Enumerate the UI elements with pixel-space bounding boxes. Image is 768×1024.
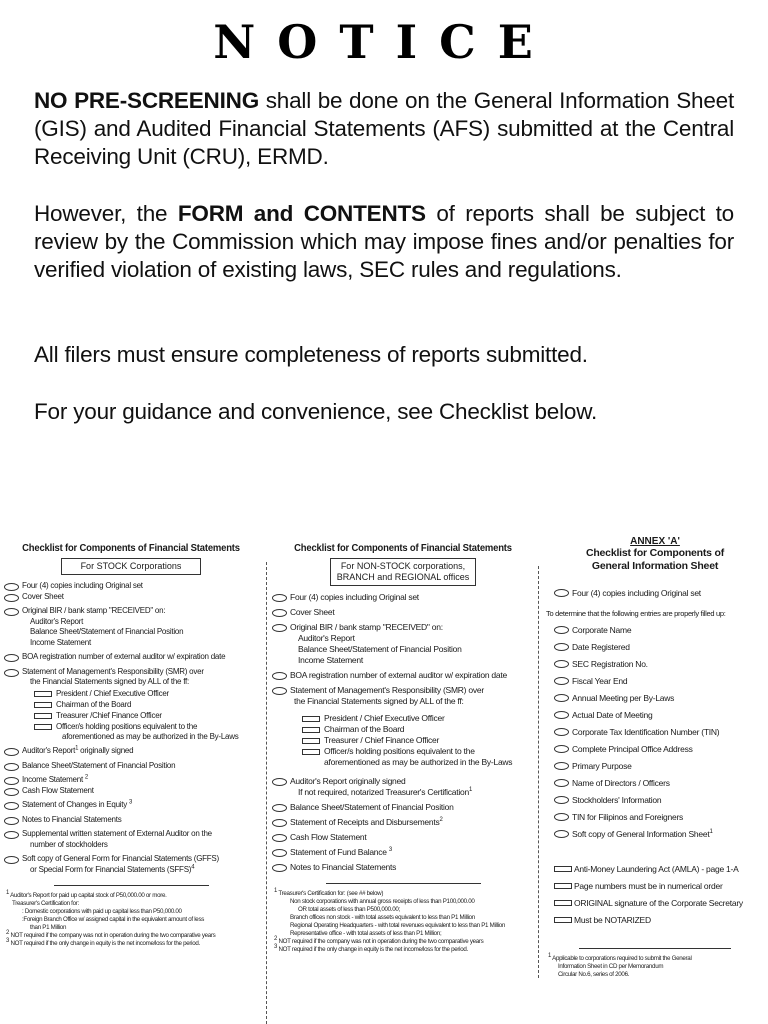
signatory-item[interactable] [268, 746, 538, 757]
checkbox-oval-icon[interactable] [4, 831, 19, 839]
gis-requirements-list [542, 863, 768, 926]
footnote-divider [579, 948, 731, 949]
item-label: Statement of Fund Balance [290, 847, 387, 857]
checkbox-rect-icon[interactable] [34, 713, 52, 719]
item-label: Balance Sheet/Statement of Financial Position [290, 802, 454, 812]
item-label: BOA registration number of external auditor w/ expiration date [290, 670, 507, 680]
checklist-item[interactable] [542, 777, 768, 789]
footnote-text: Auditor's Report for paid up capital stock of P50,000.00 or more. [10, 892, 167, 899]
checklist-item[interactable] [542, 726, 768, 738]
checkbox-oval-icon[interactable] [4, 594, 19, 602]
checkbox-rect-icon[interactable] [34, 691, 52, 697]
footnote: Regional Operating Headquarters - with total revenues equivalent to less than P1 Million [290, 922, 506, 929]
sub-item: Balance Sheet/Statement of Financial Position [298, 644, 462, 654]
p1-text: shall be done on the General Information Sheet (GIS) and Audited Financial Statements (AFS) submitted at the Central Receiving Unit (CRU), ERMD. [34, 88, 735, 169]
item-label: Statement of Management's Responsibility (SMR) over [290, 685, 484, 695]
notice-paragraph-2 [34, 200, 734, 284]
item-label: Treasurer / Chief Finance Officer [324, 735, 440, 745]
checklist-item[interactable] [268, 847, 538, 858]
sub-item [0, 865, 262, 876]
checklist-item[interactable] [268, 607, 538, 618]
checkbox-oval-icon[interactable] [554, 813, 569, 821]
checklist-item[interactable] [268, 817, 538, 828]
footnote: OR total assets of less than P500,000.00; [298, 906, 400, 913]
footnote: Non stock corporations with annual gross receipts of less than P100,000.00 [290, 898, 475, 905]
checkbox-oval-icon[interactable] [554, 660, 569, 668]
checkbox-oval-icon[interactable] [554, 728, 569, 736]
checklist-item[interactable] [268, 862, 538, 873]
item-label: Four (4) copies including Original set [572, 588, 701, 598]
stock-checklist [0, 536, 262, 948]
sub-item: the Financial Statements signed by ALL of the ff: [294, 696, 464, 706]
notice-paragraph-1 [34, 87, 734, 171]
footnote: :Foreign Branch Office w/ assigned capital in the equivalent amount of less [22, 916, 205, 923]
checkbox-rect-icon[interactable] [34, 702, 52, 708]
checkbox-oval-icon[interactable] [4, 802, 19, 810]
item-label: Cash Flow Statement [22, 785, 94, 795]
item-label: Auditor's Report originally signed [290, 776, 406, 786]
nonstock-subtitle-box [330, 558, 476, 586]
footnote-ref: 1 [469, 787, 473, 794]
sub-item [268, 787, 538, 798]
item-label: Anti-Money Laundering Act (AMLA) - page 1-A [574, 864, 739, 874]
checkbox-rect-icon[interactable] [554, 883, 572, 889]
checkbox-oval-icon[interactable] [4, 788, 19, 796]
checkbox-oval-icon[interactable] [554, 796, 569, 804]
checkbox-oval-icon[interactable] [554, 711, 569, 719]
checkbox-rect-icon[interactable] [302, 716, 320, 722]
checkbox-oval-icon[interactable] [272, 864, 287, 872]
checkbox-oval-icon[interactable] [4, 583, 19, 591]
checklist-item[interactable] [0, 815, 262, 826]
checkbox-oval-icon[interactable] [272, 687, 287, 695]
checklist-item[interactable] [542, 624, 768, 636]
footnote-text: Applicable to corporations required to submit the General [552, 955, 692, 962]
checklist-item[interactable] [542, 641, 768, 653]
item-label: TIN for Filipinos and Foreigners [572, 812, 684, 822]
item-label: Notes to Financial Statements [22, 814, 122, 824]
checklist-item[interactable] [0, 854, 262, 865]
item-label: Treasurer /Chief Finance Officer [56, 710, 162, 720]
item-label: Four (4) copies including Original set [290, 592, 419, 602]
item-label: Stockholders' Information [572, 795, 662, 805]
item-label: Chairman of the Board [324, 724, 405, 734]
checklist-item[interactable] [542, 658, 768, 670]
stock-subtitle-box: For STOCK Corporations [61, 558, 201, 575]
checklist-item[interactable] [0, 667, 262, 678]
nonstock-checklist-title: Checklist for Components of Financial Statements [294, 542, 512, 554]
checkbox-oval-icon[interactable] [272, 672, 287, 680]
checkbox-rect-icon[interactable] [554, 917, 572, 923]
footnote-ref: 3 [129, 799, 133, 806]
checkbox-oval-icon[interactable] [4, 748, 19, 756]
requirement-item[interactable] [542, 863, 768, 875]
footnote-text: NOT required if the company was not in operation during the two comparative years [278, 938, 484, 945]
item-label: Soft copy of General Information Sheet [572, 829, 710, 839]
item-label: Soft copy of General Form for Financial Statements (GFFS) [22, 854, 219, 863]
checkbox-oval-icon[interactable] [272, 819, 287, 827]
item-label: President / Chief Executive Officer [324, 713, 445, 723]
notice-paragraph-4: For your guidance and convenience, see Checklist below. [34, 399, 598, 424]
checklist-item[interactable] [0, 800, 262, 811]
checkbox-oval-icon[interactable] [272, 834, 287, 842]
checklist-item[interactable] [542, 811, 768, 823]
checkbox-rect-icon[interactable] [554, 866, 572, 872]
checkbox-rect-icon[interactable] [34, 724, 52, 730]
checklist-item[interactable] [0, 775, 262, 786]
item-label: Original BIR / bank stamp "RECEIVED" on: [290, 622, 443, 632]
checkbox-oval-icon[interactable] [272, 609, 287, 617]
item-label: Balance Sheet/Statement of Financial Position [22, 760, 176, 770]
item-label: BOA registration number of external auditor w/ expiration date [22, 652, 226, 661]
checklist-item[interactable] [268, 592, 538, 603]
footnote: Circular No.6, series of 2006. [558, 971, 630, 978]
checkbox-oval-icon[interactable] [4, 669, 19, 677]
title-line: Checklist for Components of [585, 547, 725, 559]
checklist-item[interactable] [542, 794, 768, 806]
checklist-item[interactable] [268, 776, 538, 787]
footnote: Branch offices non stock - with total assets equivalent to less than P1 Million [290, 914, 475, 921]
item-label: Corporate Name [572, 625, 632, 635]
subtitle-line: For NON-STOCK corporations, [340, 561, 466, 571]
item-label: Chairman of the Board [56, 699, 132, 709]
p2-text: of reports shall be subject to review by the Commission which may impose fines and/or penalties for verified violation of existing laws, SEC rules and regulations. [34, 201, 734, 282]
gis-instruction: To determine that the following entries are properly filled up: [546, 609, 726, 618]
checkbox-rect-icon[interactable] [302, 727, 320, 733]
item-label: Officer/s holding positions equivalent to the [56, 721, 198, 731]
footnote: : Domestic corporations with paid up capital less than P50,000.00 [22, 908, 182, 915]
checklist-item[interactable] [268, 622, 538, 633]
checkbox-oval-icon[interactable] [554, 762, 569, 770]
item-label: originally signed [78, 746, 134, 755]
footnote-ref: 1 [75, 745, 79, 752]
checklist-item[interactable] [542, 675, 768, 687]
checklist-item[interactable] [268, 670, 538, 681]
checkbox-oval-icon[interactable] [4, 763, 19, 771]
signatory-item[interactable] [0, 688, 262, 699]
checklist-item[interactable] [0, 761, 262, 772]
item-label: Officer/s holding positions equivalent to the [324, 746, 475, 756]
item-label: President / Chief Executive Officer [56, 688, 169, 698]
item-label: Cover Sheet [22, 591, 64, 601]
checkbox-oval-icon[interactable] [554, 694, 569, 702]
notice-paragraph-3: All filers must ensure completeness of reports submitted. [34, 342, 588, 367]
item-label: Notes to Financial Statements [290, 862, 397, 872]
item-label: Four (4) copies including Original set [22, 581, 143, 590]
signatory-item[interactable] [0, 699, 262, 710]
checkbox-oval-icon[interactable] [4, 608, 19, 616]
sub-item: number of stockholders [30, 839, 108, 849]
gis-checklist-title [542, 547, 768, 573]
sub-item: Auditor's Report [30, 616, 84, 626]
checkbox-oval-icon[interactable] [554, 677, 569, 685]
checkbox-oval-icon[interactable] [554, 643, 569, 651]
checkbox-oval-icon[interactable] [4, 817, 19, 825]
footnote: $^3$ NOT required if the only change in equity is the net income/loss for the period. [6, 937, 200, 947]
sub-item: Auditor's Report [298, 633, 355, 643]
checkbox-oval-icon[interactable] [554, 626, 569, 634]
footnote-text: NOT required if the only change in equity is the net income/loss for the period. [10, 940, 200, 947]
checklist-item[interactable] [0, 829, 262, 840]
footnote-ref: 2 [439, 817, 443, 824]
item-label: Cover Sheet [290, 607, 335, 617]
checklist-item[interactable] [542, 709, 768, 721]
sub-item: aforementioned as may be authorized in the By-Laws [62, 731, 239, 741]
item-label: Cash Flow Statement [290, 832, 367, 842]
checkbox-rect-icon[interactable] [302, 749, 320, 755]
item-label: Statement of Receipts and Disbursements [290, 817, 440, 827]
checkbox-oval-icon[interactable] [554, 779, 569, 787]
column-divider [538, 566, 539, 978]
requirement-item[interactable] [542, 914, 768, 926]
item-label: Must be NOTARIZED [574, 915, 651, 925]
checkbox-oval-icon[interactable] [272, 804, 287, 812]
checklist-item[interactable] [0, 786, 262, 797]
item-label: Supplemental written statement of External Auditor on the [22, 829, 212, 838]
checkbox-oval-icon[interactable] [554, 745, 569, 753]
item-label: Statement of Changes in Equity [22, 800, 128, 809]
footnote-text: NOT required if the only change in equity is the net income/loss for the period. [278, 946, 468, 953]
checklist-item[interactable] [268, 802, 538, 813]
gis-checklist [542, 536, 768, 979]
checkbox-oval-icon[interactable] [272, 624, 287, 632]
footnote: $^1$ Applicable to corporations required to submit the General [548, 952, 692, 962]
checkbox-rect-icon[interactable] [554, 900, 572, 906]
checkbox-oval-icon[interactable] [272, 849, 287, 857]
footnote-text: NOT required if the company was not in operation during the two comparative years [10, 932, 216, 939]
checklist-item[interactable] [0, 581, 262, 592]
no-prescreening-emphasis: NO PRE-SCREENING [34, 88, 259, 113]
signatory-item[interactable] [268, 724, 538, 735]
item-label: ORIGINAL signature of the Corporate Secretary [574, 898, 743, 908]
checklist-item[interactable] [0, 652, 262, 663]
checkbox-oval-icon[interactable] [4, 856, 19, 864]
footnote: $^2$ NOT required if the company was not in operation during the two comparative years [274, 935, 484, 945]
gis-entries-list [542, 624, 768, 840]
nonstock-checklist [268, 536, 538, 954]
checkbox-oval-icon[interactable] [4, 777, 19, 785]
item-label: or Special Form for Financial Statements (SFFS) [30, 864, 192, 874]
footnote: Representative office - with total assets of less than P1 Million; [290, 930, 442, 937]
checklist-item[interactable] [268, 832, 538, 843]
requirement-item[interactable] [542, 897, 768, 909]
item-label: Auditor's Report [22, 746, 76, 755]
item-label: SEC Registration No. [572, 659, 648, 669]
footnote: than P1 Million [30, 924, 67, 931]
footnote-text: Treasurer's Certification for: (see ## below) [278, 890, 384, 897]
checklist-item[interactable] [0, 592, 262, 603]
footnote: $^3$ NOT required if the only change in equity is the net income/loss for the period. [274, 943, 468, 953]
signatory-item[interactable] [0, 721, 262, 732]
sub-item: Income Statement [298, 655, 363, 665]
footnote-ref: 4 [191, 863, 195, 870]
footnote: $^2$ NOT required if the company was not in operation during the two comparative years [6, 929, 216, 939]
signatory-item[interactable] [268, 735, 538, 746]
item-label: Primary Purpose [572, 761, 632, 771]
checkbox-oval-icon[interactable] [554, 830, 569, 838]
footnote-divider [54, 885, 209, 886]
checklist-item[interactable] [542, 743, 768, 755]
item-label: Name of Directors / Officers [572, 778, 670, 788]
item-label: If not required, notarized Treasurer's Certification [298, 787, 469, 797]
item-label: Corporate Tax Identification Number (TIN) [572, 727, 720, 737]
form-contents-emphasis: FORM and CONTENTS [177, 201, 426, 226]
footnote: Treasurer's Certification for: [12, 900, 79, 907]
item-label: Fiscal Year End [572, 676, 628, 686]
footnote-ref: 2 [84, 774, 88, 781]
item-label: Statement of Management's Responsibility (SMR) over [22, 666, 204, 676]
item-label: Page numbers must be in numerical order [574, 881, 723, 891]
checklist-item[interactable] [268, 685, 538, 696]
title-line: General Information Sheet [591, 560, 719, 572]
footnote-divider [326, 883, 481, 884]
sub-item: Income Statement [30, 637, 91, 647]
sub-item: Balance Sheet/Statement of Financial Position [30, 627, 184, 636]
checklist-item[interactable] [0, 606, 262, 617]
signatory-item[interactable] [268, 713, 538, 724]
footnote: $^1$ Treasurer's Certification for: (see ## below) [274, 887, 384, 897]
item-label: Date Registered [572, 642, 630, 652]
checklist-item[interactable] [542, 760, 768, 772]
footnote: Information Sheet in CD per Memorandum [558, 963, 664, 970]
item-label: Actual Date of Meeting [572, 710, 653, 720]
footnote-ref: 3 [388, 847, 392, 854]
p2-pre: However, the [34, 201, 178, 226]
checklist-item[interactable] [542, 692, 768, 704]
footnote: $^1$ Auditor's Report for paid up capital stock of P50,000.00 or more. [6, 889, 167, 899]
subtitle-line: BRANCH and REGIONAL offices [336, 572, 470, 582]
item-label: Complete Principal Office Address [572, 744, 693, 754]
item-label: Annual Meeting per By-Laws [572, 693, 675, 703]
annex-label: ANNEX 'A' [630, 536, 680, 547]
checklist-item[interactable] [542, 828, 768, 840]
signatory-item[interactable] [0, 710, 262, 721]
checkbox-oval-icon[interactable] [272, 594, 287, 602]
checklist-item[interactable] [542, 587, 768, 599]
checklist-item[interactable] [0, 746, 262, 757]
item-label: Income Statement [22, 775, 83, 784]
column-divider [266, 562, 267, 1024]
item-label: Original BIR / bank stamp "RECEIVED" on: [22, 606, 166, 615]
checkbox-oval-icon[interactable] [554, 589, 569, 597]
sub-item: the Financial Statements signed by ALL of the ff: [30, 677, 189, 686]
stock-checklist-title: Checklist for Components of Financial Statements [22, 542, 240, 554]
checkbox-oval-icon[interactable] [4, 654, 19, 662]
checkbox-rect-icon[interactable] [302, 738, 320, 744]
checkbox-oval-icon[interactable] [272, 778, 287, 786]
notice-title: NOTICE [213, 15, 555, 69]
sub-item: aforementioned as may be authorized in the By-Laws [324, 757, 513, 767]
requirement-item[interactable] [542, 880, 768, 892]
footnote-ref: 1 [709, 829, 713, 836]
